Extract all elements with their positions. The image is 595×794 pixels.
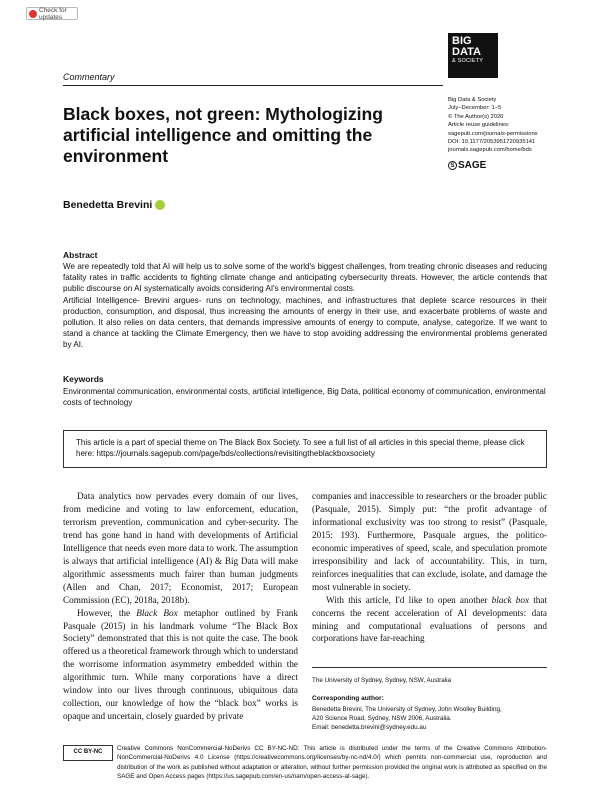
- updates-label: Check for updates: [39, 6, 67, 21]
- sage-circle-icon: S: [448, 161, 457, 170]
- keywords-heading: Keywords: [63, 374, 104, 384]
- body-emphasis: black box: [491, 594, 530, 605]
- abstract-heading: Abstract: [63, 250, 98, 260]
- section-label: Commentary: [63, 72, 115, 82]
- meta-reuse: Article reuse guidelines:: [448, 122, 510, 129]
- body-text: With this article, I'd like to open another: [326, 594, 492, 605]
- publisher-name: SAGE: [458, 160, 487, 171]
- corresponding-email[interactable]: Email: benedetta.brevini@sydney.edu.au: [312, 724, 427, 731]
- updates-icon: [29, 10, 37, 18]
- body-text: that concerns the recent acceleration of AI developments: data mining and computational evaluations of persons and corporations have far-reaching: [312, 594, 547, 644]
- article-title: Black boxes, not green: Mythologizing artificial intelligence and omitting the environment: [63, 104, 383, 166]
- abstract-paragraph-1: We are repeatedly told that AI will help us to solve some of the world's biggest challenges, from treating chronic diseases and reducing fatality rates in traffic accidents to fighting climate change and anticipating cybersecurity threats. However, the article contends that public discourse on AI systematically avoids considering AI's environmental costs.: [63, 262, 547, 294]
- meta-homepage-link[interactable]: journals.sagepub.com/home/bds: [448, 147, 532, 154]
- abstract-body: [63, 261, 547, 351]
- body-column-left: [63, 490, 298, 723]
- author-line: [63, 199, 165, 211]
- corresponding-address: A20 Science Road, Sydney, NSW 2006, Australia.: [312, 715, 452, 722]
- special-theme-text[interactable]: This article is a part of special theme on The Black Box Society. To see a full list of all articles in this special theme, please click here: https://journals.sagepub.com/page/bds/collections/revisitingtheblackboxsociety: [76, 438, 525, 459]
- special-theme-notice: [63, 430, 547, 468]
- logo-line-3: & SOCIETY: [452, 58, 484, 64]
- publisher-logo: [448, 160, 486, 171]
- journal-meta: [448, 96, 558, 155]
- journal-logo: [448, 33, 498, 78]
- abstract-paragraph-2: Artificial Intelligence- Brevini argues- runs on technology, machines, and infrastructures that deplete scarce resources in their production, consumption, and disposal, thus increasing the amounts of energy in their use, and exacerbate problems of waste and pollution. It also relies on data centers, that demands impressive amounts of energy to compute, analyse, categorize. If we want to stand a chance at tackling the Climate Emergency, then we have to stop avoiding addressing the environmental problems generated by AI.: [63, 295, 547, 350]
- body-paragraph: [63, 607, 298, 724]
- body-text: metaphor outlined by Frank Pasquale (2015) in his landmark volume “The Black Box Society” demonstrated that this is not quite the case. The book offered us a theoretical framework through which to understand the worrisome information asymmetry embedded within the algorithmic turn. While many corporations have a direct window into our lives through continuous, ubiquitous data collection, our knowledge of how the “black box” works is opaque and uncertain, closely guarded by private: [63, 607, 298, 722]
- logo-line-2: DATA: [452, 46, 481, 58]
- orcid-icon[interactable]: [155, 200, 165, 210]
- corresponding-details: [312, 705, 547, 732]
- body-paragraph: Data analytics now pervades every domain of our lives, from medicine and voting to law enforcement, education, terrorism prevention, communication and cyber-security. The trend has gone hand in hand with developments of Artificial Intelligence that needs even more data to work. The assumption is always that artificial intelligence (AI) & Big Data will make algorithmic assessments much fairer than human judgments (Allen and Chan, 2017; Economist, 2017; European Commission (EC), 2018a, 2018b).: [63, 491, 298, 605]
- meta-doi[interactable]: DOI: 10.1177/2053951720935141: [448, 139, 536, 146]
- body-text: However, the: [77, 607, 137, 618]
- body-emphasis: Black Box: [136, 607, 178, 618]
- license-footer: [63, 744, 547, 781]
- keywords-list: Environmental communication, environmental costs, artificial intelligence, Big Data, political economy of communication, environmental costs of technology: [63, 387, 546, 408]
- footnote-rule: [312, 667, 547, 668]
- body-paragraph: [312, 594, 547, 646]
- meta-copyright: © The Author(s) 2020: [448, 113, 504, 120]
- affiliation: The University of Sydney, Sydney, NSW, Australia: [312, 677, 452, 684]
- meta-issue: July–December: 1–5: [448, 105, 502, 112]
- body-paragraph: companies and inaccessible to researchers or the broader public (Pasquale, 2015). Simply put: “the profit advantage of informational exclusivity was too strong to resist” (Pasquale, 2015: 193). Furthermore, Pasquale argues, the politico-economic imperatives of speed, scale, and speculation promote irresponsibility and lack of accountability. This, in turn, reinforces inequalities that can exclude, isolate, and damage the most vulnerable in society.: [312, 491, 547, 592]
- author-name: Benedetta Brevini: [63, 199, 153, 211]
- license-text: Creative Commons NonCommercial-NoDerivs CC BY-NC-ND: This article is distributed under the terms of the Creative Commons Attribution-NonCommercial-NoDerivs 4.0 License (https://creativecommons.org/licenses/by-nc-nd/4.0/) which permits non-commercial use, reproduction and distribution of the work as published without adaptation or alteration, without further permission provided the original work is attributed as specified on the SAGE and Open Access pages (https://us.sagepub.com/en-us/nam/open-access-at-sage).: [117, 745, 547, 780]
- logo-line-1: BIG: [452, 35, 472, 47]
- corresponding-heading: Corresponding author:: [312, 695, 384, 702]
- header-rule: [63, 85, 443, 86]
- meta-journal: Big Data & Society: [448, 97, 497, 103]
- meta-permissions-link[interactable]: sagepub.com/journals-permissions: [448, 130, 538, 137]
- check-for-updates-badge[interactable]: [26, 7, 78, 20]
- cc-license-badge[interactable]: CC BY-NC: [63, 745, 113, 761]
- corresponding-name: Benedetta Brevini, The University of Sydney, John Woolley Building,: [312, 706, 502, 713]
- body-column-right: [312, 490, 547, 645]
